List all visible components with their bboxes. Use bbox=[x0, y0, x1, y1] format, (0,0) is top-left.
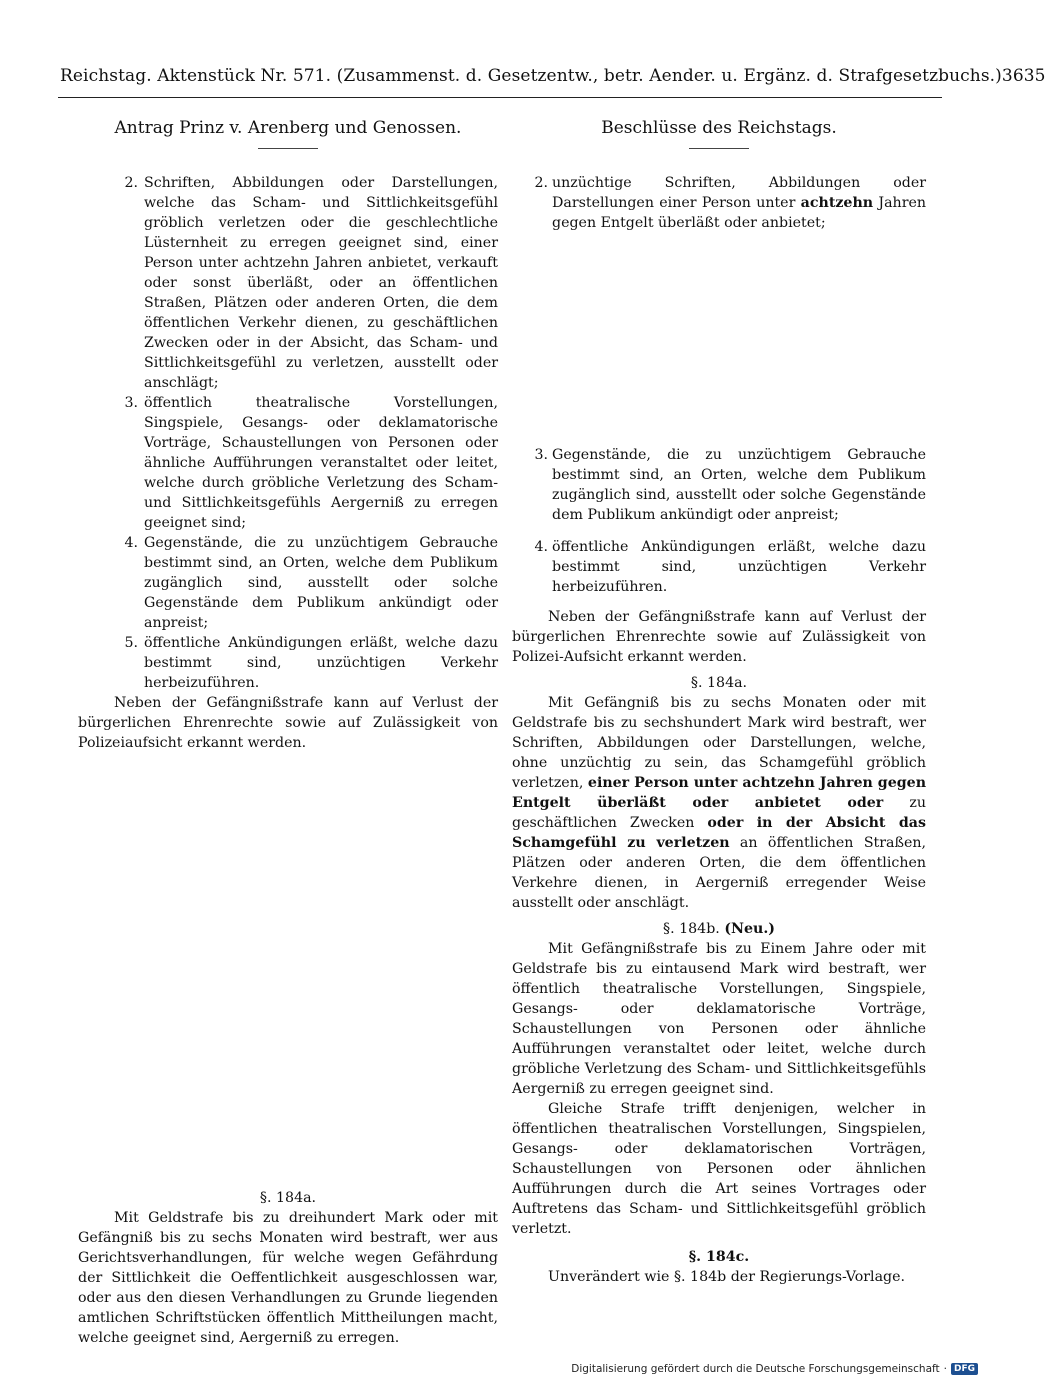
left-item-4 bbox=[78, 533, 498, 633]
item-number: 2. bbox=[124, 175, 138, 191]
text-run: Mit Gefängniß bis zu sechs Monaten oder mit Geldstrafe bis zu sechshundert Mark wird bestraft, wer Schriften, Abbildungen oder Darstellungen, welche, ohne unzüchtig zu sein, das Schamgefühl gröblich verletzen, bbox=[512, 695, 926, 791]
left-section-184a-text: Mit Geldstrafe bis zu dreihundert Mark oder mit Gefängniß bis zu sechs Monaten wird bestraft, wer aus Gerichtsverhandlungen, für welche wegen Gefährdung der Sittlichkeit die Oeffentlichkeit ausgeschlossen war, oder aus den diesen Verhandlungen zu Grunde liegenden amtlichen Schriftstücken öffentlich Mittheilungen macht, welche geeignet sind, Aergerniß zu erregen. bbox=[78, 1210, 498, 1346]
right-spacer-1 bbox=[512, 233, 926, 445]
left-column bbox=[78, 118, 498, 1348]
right-section-184c-heading: §. 184c. bbox=[688, 1249, 750, 1265]
item-text: öffentliche Ankündigungen erläßt, welche dazu bestimmt sind, unzüchtigen Verkehr herbeizuführen. bbox=[144, 635, 498, 691]
text-run: an öffentlichen Straßen, Plätzen oder anderen Orten, die dem öffentlichen Verkehre dienen, in Aergerniß erregender Weise ausstellt oder anschlägt. bbox=[512, 835, 926, 911]
item-number: 5. bbox=[124, 635, 138, 651]
item-text-emphasis: achtzehn bbox=[800, 195, 874, 211]
header-title: Reichstag. Aktenstück Nr. 571. (Zusammenst. d. Gesetzentw., betr. Aender. u. Ergänz. d. Strafgesetzbuchs.) bbox=[60, 66, 1002, 86]
right-item-4 bbox=[512, 537, 926, 597]
right-item-2 bbox=[512, 173, 926, 233]
left-column-title: Antrag Prinz v. Arenberg und Genossen. bbox=[114, 118, 462, 138]
item-number: 3. bbox=[124, 395, 138, 411]
item-text: öffentliche Ankündigungen erläßt, welche dazu bestimmt sind, unzüchtigen Verkehr herbeizuführen. bbox=[552, 539, 926, 595]
text-run: zu geschäftlichen Zwecken bbox=[512, 795, 927, 831]
footer-text: Digitalisierung gefördert durch die Deutsche Forschungsgemeinschaft bbox=[571, 1363, 940, 1375]
right-spacer-6 bbox=[512, 1239, 926, 1247]
right-section-184a-heading: §. 184a. bbox=[690, 675, 748, 691]
footer-separator-dot: · bbox=[943, 1363, 947, 1375]
right-section-184c-text: Unverändert wie §. 184b der Regierungs-Vorlage. bbox=[548, 1269, 906, 1285]
right-column bbox=[512, 118, 926, 1287]
text-run-bold: einer Person unter achtzehn Jahren gegen Entgelt überläßt oder anbietet oder bbox=[512, 775, 927, 811]
left-item-5 bbox=[78, 633, 498, 693]
section-number: §. 184b. bbox=[663, 921, 720, 937]
right-section-184b-para-2: Gleiche Strafe trifft denjenigen, welcher in öffentlichen theatralischen Vorstellungen, Singspielen, Gesangs- oder deklamatorischen Vorträgen, Schaustellungen von Personen oder ähnlichen Aufführungen durch die Art seines Vortrages oder Auftretens das Scham- und Sittlichkeitsgefühl gröblich verletzt. bbox=[512, 1101, 926, 1237]
left-item-2 bbox=[78, 173, 498, 393]
right-spacer-2 bbox=[512, 525, 926, 537]
dfg-logo-icon: DFG bbox=[951, 1363, 978, 1375]
left-spacer bbox=[78, 753, 498, 1188]
left-title-rule bbox=[258, 148, 318, 149]
item-number: 2. bbox=[534, 175, 548, 191]
item-number: 4. bbox=[124, 535, 138, 551]
right-section-184a-text bbox=[512, 693, 926, 913]
right-section-184b-para-1: Mit Gefängnißstrafe bis zu Einem Jahre oder mit Geldstrafe bis zu eintausend Mark wird bestraft, wer öffentlich theatralische Vorstellungen, Singspiele, Gesangs- oder deklamatorische Vorträge, Schaustellungen von Personen oder ähnliche Aufführungen veranstaltet oder leitet, welche durch gröbliche Verletzung des Scham- und Sittlichkeitsgefühls Aergerniß zu erregen geeignet sind. bbox=[512, 941, 926, 1097]
page-number: 3635 bbox=[1001, 66, 1046, 86]
left-item-3 bbox=[78, 393, 498, 533]
header-rule bbox=[58, 97, 942, 98]
item-text-before: unzüchtige Schriften, Abbildungen oder Darstellungen einer Person unter bbox=[552, 175, 926, 211]
right-title-rule bbox=[689, 148, 749, 149]
item-text: Gegenstände, die zu unzüchtigem Gebrauche bestimmt sind, an Orten, welche dem Publikum zugänglich sind, ausstellt oder solche Gegenstände dem Publikum ankündigt oder anpreist; bbox=[552, 447, 926, 523]
page-header bbox=[60, 66, 1046, 86]
item-number: 4. bbox=[534, 539, 548, 555]
item-number: 3. bbox=[534, 447, 548, 463]
right-section-184b-heading bbox=[512, 919, 926, 939]
text-run-bold: oder in der Absicht das Schamgefühl zu verletzen bbox=[512, 815, 926, 851]
item-text: Gegenstände, die zu unzüchtigem Gebrauche bestimmt sind, an Orten, welche dem Publikum zugänglich sind, ausstellt oder solche Gegenstände dem Publikum ankündigt oder anpreist; bbox=[144, 535, 498, 631]
left-section-184a-heading: §. 184a. bbox=[259, 1190, 317, 1206]
right-item-3 bbox=[512, 445, 926, 525]
right-spacer-3 bbox=[512, 597, 926, 607]
new-marker: (Neu.) bbox=[724, 921, 775, 937]
footer-credit bbox=[571, 1363, 978, 1375]
right-column-title: Beschlüsse des Reichstags. bbox=[601, 118, 837, 138]
item-text: öffentlich theatralische Vorstellungen, Singspiele, Gesangs- oder deklamatorische Vorträge, Schaustellungen von Personen oder ähnliche Aufführungen veranstaltet oder leitet, welche durch gröbliche Verletzung des Scham- und Sittlichkeitsgefühls Aergerniß zu erregen geeignet sind; bbox=[144, 395, 498, 531]
right-closing-paragraph: Neben der Gefängnißstrafe kann auf Verlust der bürgerlichen Ehrenrechte sowie auf Zulässigkeit von Polizei-Aufsicht erkannt werden. bbox=[512, 609, 926, 665]
left-closing-paragraph: Neben der Gefängnißstrafe kann auf Verlust der bürgerlichen Ehrenrechte sowie auf Zulässigkeit von Polizeiaufsicht erkannt werden. bbox=[78, 695, 498, 751]
item-text-after: Jahren gegen Entgelt überläßt oder anbietet; bbox=[552, 195, 927, 231]
item-text: Schriften, Abbildungen oder Darstellungen, welche das Scham- und Sittlichkeitsgefühl gröblich verletzen oder die geschlechtliche Lüsternheit zu erregen geeignet sind, einer Person unter achtzehn Jahren anbietet, verkauft oder sonst überläßt, oder an öffentlichen Straßen, Plätzen oder anderen Orten, die dem öffentlichen Verkehr dienen, zu geschäftlichen Zwecken oder in der Absicht, das Scham- und Sittlichkeitsgefühl zu verletzen, ausstellt oder anschlägt; bbox=[144, 175, 498, 391]
